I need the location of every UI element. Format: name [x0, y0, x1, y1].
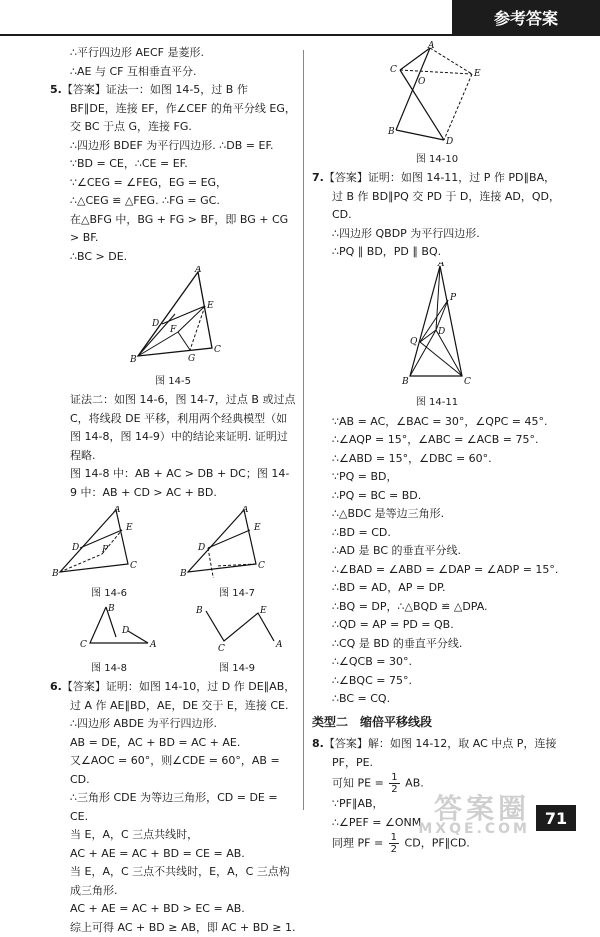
figure-caption: 图 14-9: [178, 660, 296, 679]
text-line: ∴BD = CD.: [312, 524, 562, 543]
text-line: 证法二：如图 14-6，图 14-7，过点 B 或过点 C，将线段 DE 平移，利用两个经典模型（如图 14-8，图 14-9）中的结论来证明. 证明过程略.: [50, 391, 296, 465]
svg-text:C: C: [218, 644, 225, 653]
svg-text:B: B: [107, 604, 115, 614]
figure-14-6: [50, 506, 168, 578]
figure-caption: 图 14-11: [312, 394, 562, 413]
svg-text:B: B: [129, 355, 137, 365]
text-line: ∴∠BQC = 75°.: [312, 672, 562, 691]
text-line: 又∠AOC = 60°，则∠CDE = 60°，AB = CD.: [50, 752, 296, 789]
text-line: ∴四边形 ABDE 为平行四边形.: [50, 715, 296, 734]
text-line: ∴BC = CQ.: [312, 690, 562, 709]
svg-text:P: P: [449, 293, 457, 303]
svg-text:D: D: [151, 319, 159, 329]
text-line: 在△BFG 中，BG + FG > BF，即 BG + CG > BF.: [50, 211, 296, 248]
text-line: AB = DE，AC + BD = AC + AE.: [50, 734, 296, 753]
text-line: 综上可得 AC + BD ≥ AB，即 AC + BD ≥ 1.: [50, 919, 296, 937]
svg-text:E: E: [259, 606, 267, 616]
svg-text:C: C: [390, 65, 397, 75]
fraction: [389, 772, 399, 795]
fraction: [389, 832, 399, 855]
text-line: ∴PQ ∥ BD，PD ∥ BQ.: [312, 243, 562, 262]
svg-text:P: P: [101, 545, 109, 555]
text-line: ∵BD = CE，∴CE = EF.: [50, 155, 296, 174]
svg-text:E: E: [253, 523, 261, 533]
left-column: [50, 44, 296, 937]
text-line: ∴BQ = DP，∴△BQD ≌ △DPA.: [312, 598, 562, 617]
svg-text:E: E: [125, 523, 133, 533]
question-6: [50, 678, 296, 715]
text-line: ∴BD = AD，AP = DP.: [312, 579, 562, 598]
figure-14-9: [178, 603, 296, 653]
svg-text:A: A: [241, 506, 249, 515]
text-line: ∴QD = AP = PD = QB.: [312, 616, 562, 635]
svg-text:B: B: [51, 569, 59, 578]
svg-text:C: C: [80, 640, 87, 650]
text-line: ∴△BDC 是等边三角形.: [312, 505, 562, 524]
text-line: 图 14-8 中：AB + AC > DB + DC；图 14-9 中：AB + CD > AC + BD.: [50, 465, 296, 502]
text-line: ∴CQ 是 BD 的垂直平分线.: [312, 635, 562, 654]
svg-text:A: A: [113, 506, 121, 515]
text-line: ∵PQ = BD，: [312, 468, 562, 487]
figure-group: [178, 506, 296, 603]
figures-row-2: [50, 603, 296, 678]
watermark-url: MXQE.COM: [418, 821, 530, 837]
section-title: 类型二 缩倍平移线段: [312, 713, 562, 732]
svg-text:Q: Q: [410, 337, 418, 347]
figure-caption: 图 14-5: [50, 373, 296, 392]
right-column: [312, 40, 562, 855]
svg-text:E: E: [473, 69, 481, 79]
figure-caption: 图 14-8: [50, 660, 168, 679]
question-8: [312, 735, 562, 772]
text-line: 当 E，A，C 三点不共线时，E，A，C 三点构成三角形.: [50, 863, 296, 900]
svg-text:C: C: [130, 561, 137, 571]
figure-14-10: [312, 40, 562, 144]
svg-text:O: O: [418, 77, 426, 87]
denominator: 2: [389, 844, 399, 855]
text-line: ∴∠QCB = 30°.: [312, 653, 562, 672]
text-fragment: AB.: [405, 777, 424, 790]
text-line: ∴平行四边形 AECF 是菱形.: [50, 44, 296, 63]
svg-text:B: B: [401, 377, 409, 387]
denominator: 2: [389, 784, 399, 795]
svg-text:A: A: [437, 262, 445, 269]
svg-text:D: D: [437, 327, 445, 337]
figure-group: [50, 506, 168, 603]
figure-14-11: [312, 262, 562, 388]
figure-group: [50, 603, 168, 678]
svg-text:A: A: [275, 640, 283, 650]
question-7: [312, 169, 562, 225]
svg-text:B: B: [387, 127, 395, 137]
text-line: ∴∠BAD = ∠ABD = ∠DAP = ∠ADP = 15°.: [312, 561, 562, 580]
svg-text:A: A: [427, 41, 435, 51]
header-rule: [0, 34, 600, 36]
svg-text:B: B: [179, 569, 187, 578]
question-number: 7.: [312, 171, 324, 184]
text-line: ∴三角形 CDE 为等边三角形，CD = DE = CE.: [50, 789, 296, 826]
text-line: 【答案】证法一：如图 14-5，过 B 作 BF∥DE，连接 EF，作∠CEF 的角平分线 EG，交 BC 于点 G，连接 FG.: [62, 83, 296, 133]
figure-group: [178, 603, 296, 678]
text-line: ∴BC > DE.: [50, 248, 296, 267]
section-header-tab: 参考答案: [452, 0, 600, 34]
svg-text:F: F: [169, 325, 177, 335]
text-fragment: 同理 PF =: [332, 837, 383, 850]
svg-text:B: B: [195, 606, 203, 616]
text-line: ∴PQ = BC = BD.: [312, 487, 562, 506]
text-line: ∴∠AQP = 15°，∠ABC = ∠ACB = 75°.: [312, 431, 562, 450]
text-line: ∴四边形 BDEF 为平行四边形. ∴DB = EF.: [50, 137, 296, 156]
svg-text:A: A: [194, 266, 202, 275]
text-line: ∵AB = AC，∠BAC = 30°，∠QPC = 45°.: [312, 413, 562, 432]
question-number: 6.: [50, 680, 62, 693]
svg-text:G: G: [188, 354, 195, 364]
text-fragment: 可知 PE =: [332, 777, 384, 790]
text-line: ∴∠ABD = 15°，∠DBC = 60°.: [312, 450, 562, 469]
text-line: ∴∠PEF = ∠ONM.: [312, 814, 562, 833]
text-line: ∴四边形 QBDP 为平行四边形.: [312, 225, 562, 244]
text-line: ∴AD 是 BC 的垂直平分线.: [312, 542, 562, 561]
numerator: 1: [389, 832, 399, 844]
svg-text:D: D: [121, 626, 129, 636]
question-number: 5.: [50, 83, 62, 96]
figure-caption: 图 14-7: [178, 585, 296, 604]
text-line: 【答案】解：如图 14-12，取 AC 中点 P，连接 PF，PE.: [324, 737, 557, 769]
text-line: ∵PF∥AB，: [312, 795, 562, 814]
figure-caption: 图 14-10: [312, 151, 562, 170]
svg-text:C: C: [258, 561, 265, 571]
figures-row-1: [50, 506, 296, 603]
text-line: AC + AE = AC + BD = CE = AB.: [50, 845, 296, 864]
svg-text:A: A: [149, 640, 157, 650]
text-line: 【答案】证明：如图 14-10，过 D 作 DE∥AB，过 A 作 AE∥BD，AE，DE 交于 E，连接 CE.: [62, 680, 295, 712]
text-line: 【答案】证明：如图 14-11，过 P 作 PD∥BA，过 B 作 BD∥PQ 交 PD 于 D，连接 AD，QD，CD.: [324, 171, 560, 221]
text-line: ∵∠CEG = ∠FEG，EG = EG，: [50, 174, 296, 193]
text-line: 当 E，A，C 三点共线时，: [50, 826, 296, 845]
figure-caption: 图 14-6: [50, 585, 168, 604]
figure-14-8: [50, 603, 168, 653]
text-line: ∴△CEG ≌ △FEG. ∴FG = GC.: [50, 192, 296, 211]
svg-text:D: D: [71, 543, 79, 553]
text-line: ∴AE 与 CF 互相垂直平分.: [50, 63, 296, 82]
svg-text:D: D: [445, 137, 453, 144]
page-number: 71: [536, 805, 576, 831]
svg-text:D: D: [197, 543, 205, 553]
svg-text:C: C: [464, 377, 471, 387]
numerator: 1: [389, 772, 399, 784]
figure-14-5: [50, 266, 296, 366]
watermark-logo: 答案圈: [434, 787, 530, 827]
question-number: 8.: [312, 737, 324, 750]
figure-14-7: [178, 506, 296, 578]
column-divider: [303, 50, 304, 810]
svg-text:C: C: [214, 345, 221, 355]
question-5: [50, 81, 296, 137]
text-fragment: CD，PF∥CD.: [405, 837, 470, 850]
svg-text:E: E: [206, 301, 214, 311]
text-line: AC + AE = AC + BD > EC = AB.: [50, 900, 296, 919]
